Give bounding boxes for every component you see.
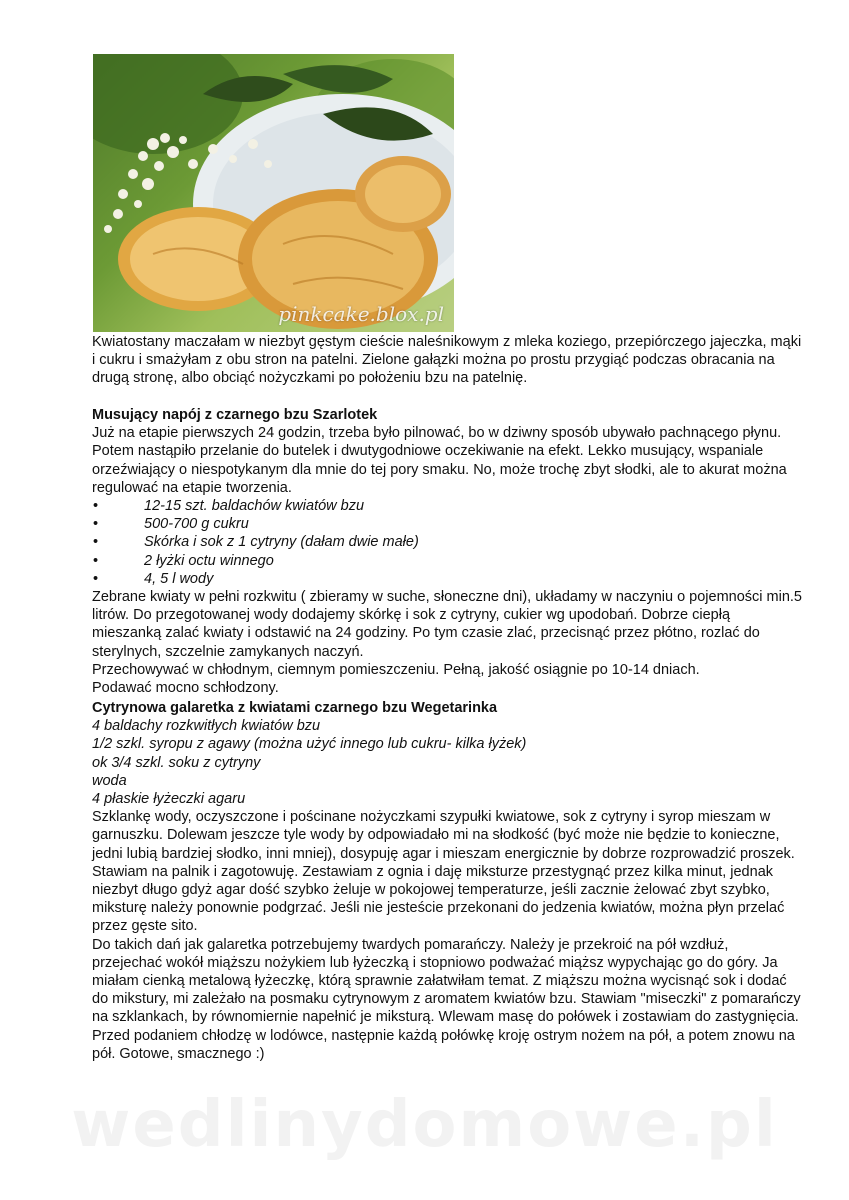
ingredient-line: ok 3/4 szkl. soku z cytryny xyxy=(92,754,261,771)
ingredient-line: 1/2 szkl. syropu z agawy (można użyć innego lub cukru- kilka łyżek) xyxy=(92,736,527,753)
ingredient-line: 4 baldachy rozkwitłych kwiatów bzu xyxy=(92,718,321,735)
site-watermark: wedlinydomowe.pl xyxy=(71,1088,778,1162)
list-item: • Skórka i sok z 1 cytryny (dałam dwie małe) xyxy=(92,533,802,551)
method-paragraph: Do takich dań jak galaretka potrzebujemy twardych pomarańczy. Należy je przekroić na pół wzdłuż, przejechać wokół miąższu nożykiem lub łyżeczką i stopniowo podważać miąższ wypychając go do góry. Ja miałam cienką metalową łyżeczkę, którą sprawnie załatwiłam temat. Z miąższu można wycisnąć sok i dodać do mikstury, mi zależało na posmaku cytrynowym z aromatem kwiatów bzu. Stawiam "miseczki" z pomarańczy na szklankach, by równomiernie napełnić je miksturą. Wlewam masę do połówek i zostawiam do zastygnięcia. Przed podaniem chłodzę w lodówce, następnie każdą połówkę kroję ostrym nożem na pół, a potem znowu na pół. Gotowe, smacznego :) xyxy=(92,936,801,1062)
section-heading: Musujący napój z czarnego bzu Szarlotek xyxy=(92,407,378,423)
method-paragraph: Szklankę wody, oczyszczone i pościnane nożyczkami szypułki kwiatowe, sok z cytryny i syrop mieszam w garnuszku. Dolewam jeszcze tyle wody by odpowiadało mi na słodkość (być może nie będzie to konieczne, jedni lubią bardziej słodko, inni mniej), dosypuję agar i mieszam energicznie by dobrze rozprowadzić proszek. Stawiam na palnik i zagotowuję. Zestawiam z ognia i daję miksturze przestygnąć przez kilka minut, jednak niezbyt długo gdyż agar dość szybko żeluje w pokojowej temperaturze, jeśli zacznie żelować zbyt szybko, miksturę należy ponownie podgrzać. Jeśli nie jesteście przekonani do jedzenia kwiatów, można płyn przelać przez gęste sito. xyxy=(92,809,795,935)
list-item: • 4, 5 l wody xyxy=(92,570,802,588)
ingredient-line: woda xyxy=(92,772,127,789)
fried-elderflower-illustration xyxy=(93,54,454,332)
section-heading: Cytrynowa galaretka z kwiatami czarnego bzu Wegetarinka xyxy=(92,700,498,716)
section-musujacy-napoj xyxy=(92,406,802,697)
section-cytrynowa-galaretka xyxy=(92,699,802,1063)
photo-watermark: pinkcake.blox.pl xyxy=(278,302,444,326)
list-item: • 12-15 szt. baldachów kwiatów bzu xyxy=(92,497,802,515)
ingredient-line: 4 płaskie łyżeczki agaru xyxy=(92,791,246,808)
serving-line: Podawać mocno schłodzony. xyxy=(92,680,279,697)
intro-paragraph: Kwiatostany maczałam w niezbyt gęstym cieście naleśnikowym z mleka koziego, przepiórczego jajeczka, mąki i cukru i smażyłam z obu stron na patelni. Zielone gałązki można po prostu przygiąć podczas obracania na drugą stronę, albo obciąć nożyczkami po położeniu bzu na patelnię. xyxy=(92,334,802,387)
intro-section xyxy=(92,333,802,388)
section-paragraph: Już na etapie pierwszych 24 godzin, trzeba było pilnować, bo w dziwny sposób ubywało pachnącego płynu. Potem nastąpiło przelanie do butelek i dwutygodniowe oczekiwanie na efekt. Lekko musujący, wspaniale orzeźwiający o niespotykanym dla mnie do tej pory smaku. No, może trochę zbyt słodki, ale to akurat można regulować na etapie tworzenia. xyxy=(92,425,787,496)
list-item: • 500-700 g cukru xyxy=(92,515,802,533)
list-item: • 2 łyżki octu winnego xyxy=(92,552,802,570)
ingredient-list xyxy=(92,497,802,588)
storage-line: Przechowywać w chłodnym, ciemnym pomieszczeniu. Pełną, jakość osiągnie po 10-14 dniach. xyxy=(92,661,700,678)
method-paragraph: Zebrane kwiaty w pełni rozkwitu ( zbieramy w suche, słoneczne dni), układamy w naczyniu o pojemności min.5 litrów. Do przegotowanej wody dodajemy skórkę i sok z cytryny, cukier wg upodobań. Dobrze ciepłą mieszanką zalać kwiaty i odstawić na 24 godziny. Po tym czasie zlać, przecisnąć przez płótno, rozlać do sterylnych, szczelnie zamykanych naczyń. xyxy=(92,589,802,660)
recipe-photo xyxy=(93,54,454,332)
